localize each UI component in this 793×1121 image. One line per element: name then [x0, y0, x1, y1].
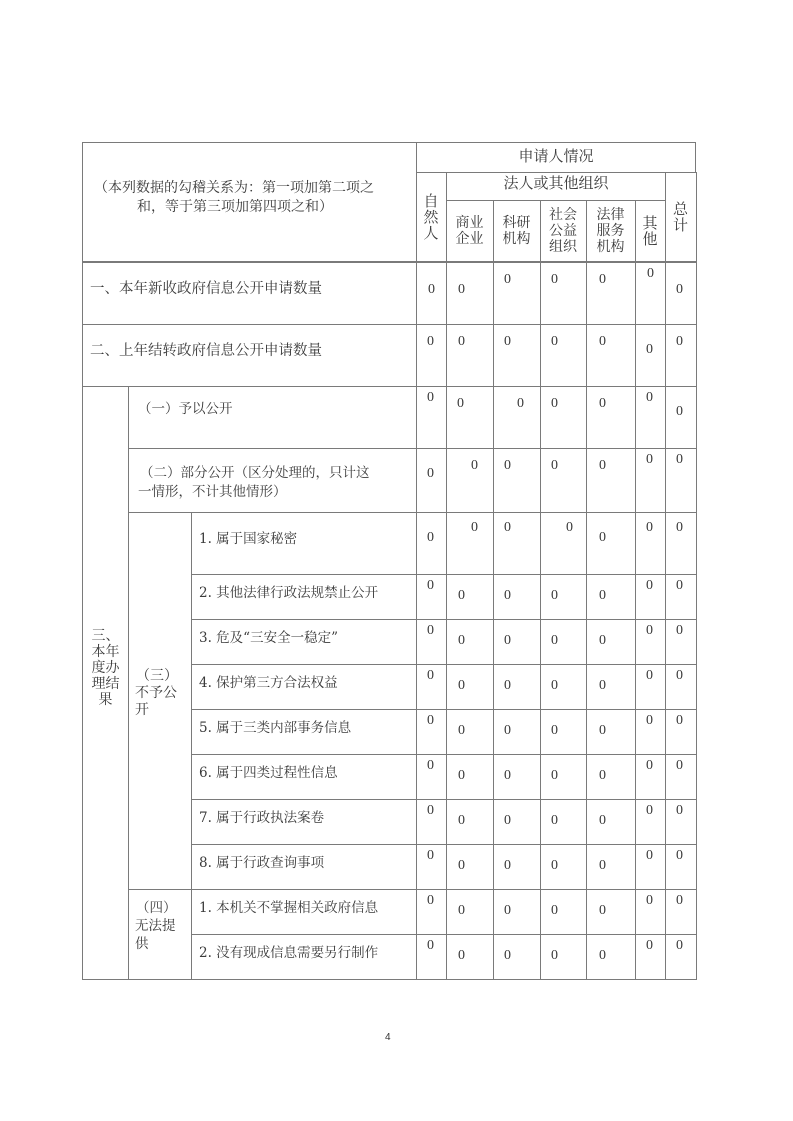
- note-line-2: 和，等于第三项加第四项之和）: [137, 199, 333, 215]
- value: 0: [458, 723, 465, 738]
- value-cell: [586, 889, 636, 935]
- row-label: 1. 属于国家秘密: [199, 531, 298, 547]
- value-cell: [540, 664, 587, 710]
- group-4-label: （四）: [136, 900, 177, 916]
- value: 0: [504, 272, 511, 287]
- value: 0: [676, 520, 683, 535]
- row-label: 6. 属于四类过程性信息: [199, 765, 338, 781]
- value: 0: [646, 452, 653, 467]
- value-cell: [586, 386, 636, 449]
- column-header-label: 社会: [549, 207, 577, 223]
- value-cell: [493, 709, 541, 755]
- value: 0: [458, 768, 465, 783]
- value: 0: [551, 588, 558, 603]
- value: 0: [599, 334, 606, 349]
- value-cell: [493, 619, 541, 665]
- row-label: 二、上年结转政府信息公开申请数量: [90, 343, 322, 359]
- value: 0: [551, 334, 558, 349]
- value-cell: [446, 448, 494, 513]
- value: 0: [551, 858, 558, 873]
- value: 0: [504, 678, 511, 693]
- row-label: 7. 属于行政执法案卷: [199, 810, 325, 826]
- value: 0: [427, 530, 434, 545]
- row-label: 一情形，不计其他情形）: [138, 484, 287, 500]
- value: 0: [504, 858, 511, 873]
- value: 0: [427, 668, 434, 683]
- value: 0: [599, 458, 606, 473]
- value: 0: [551, 272, 558, 287]
- value: 0: [599, 858, 606, 873]
- value: 0: [504, 948, 511, 963]
- value: 0: [676, 848, 683, 863]
- row-label: （一）予以公开: [138, 401, 233, 417]
- column-header-label: 科研: [502, 215, 531, 231]
- value-cell: [493, 934, 541, 980]
- note-line-1: （本列数据的勾稽关系为：第一项加第二项之: [94, 180, 374, 196]
- value: 0: [646, 938, 653, 953]
- value: 0: [551, 768, 558, 783]
- value: 0: [676, 578, 683, 593]
- value-cell: [493, 512, 541, 575]
- section-3-label: 度办: [91, 660, 120, 676]
- value: 0: [517, 396, 524, 411]
- value: 0: [427, 713, 434, 728]
- value-cell: [540, 754, 587, 800]
- value: 0: [646, 848, 653, 863]
- value: 0: [427, 623, 434, 638]
- value-cell: [586, 754, 636, 800]
- column-header-label: 人: [423, 224, 439, 242]
- row-label: 5. 属于三类内部事务信息: [199, 720, 352, 736]
- value: 0: [676, 282, 683, 297]
- value-cell: [540, 574, 587, 620]
- value: 0: [551, 633, 558, 648]
- column-header-label: 其: [642, 214, 658, 232]
- value: 0: [676, 893, 683, 908]
- value: 0: [504, 813, 511, 828]
- value-cell: [493, 844, 541, 890]
- value-cell: [586, 664, 636, 710]
- value: 0: [458, 858, 465, 873]
- section-3-label: 三、: [91, 628, 120, 644]
- value: 0: [646, 893, 653, 908]
- legal-group-header: 法人或其他组织: [503, 174, 609, 192]
- value: 0: [676, 758, 683, 773]
- row-label: （二）部分公开（区分处理的，只计这: [140, 465, 370, 481]
- value: 0: [646, 713, 653, 728]
- value-cell: [540, 324, 587, 387]
- group-3-label: （三）: [136, 668, 178, 684]
- value-cell: [446, 799, 494, 845]
- column-header-label: 自: [423, 192, 439, 210]
- value-cell: [540, 448, 587, 513]
- value: 0: [458, 948, 465, 963]
- value-cell: [540, 799, 587, 845]
- value: 0: [427, 893, 434, 908]
- value: 0: [458, 903, 465, 918]
- value: 0: [504, 588, 511, 603]
- row-label: 1. 本机关不掌握相关政府信息: [199, 900, 379, 916]
- value-cell: [586, 799, 636, 845]
- value: 0: [599, 813, 606, 828]
- value-cell: [586, 448, 636, 513]
- value: 0: [427, 334, 434, 349]
- value: 0: [599, 530, 606, 545]
- value-cell: [540, 512, 587, 575]
- value-cell: [446, 709, 494, 755]
- column-header-label: 服务: [596, 223, 625, 239]
- value-cell: [540, 386, 587, 449]
- value: 0: [646, 623, 653, 638]
- value: 0: [458, 334, 465, 349]
- row-label: 4. 保护第三方合法权益: [199, 675, 338, 691]
- value-cell: [586, 512, 636, 575]
- value-cell: [446, 574, 494, 620]
- value: 0: [504, 723, 511, 738]
- column-header-label: 然: [423, 208, 439, 226]
- value-cell: [586, 844, 636, 890]
- group-4-label: 供: [135, 936, 149, 952]
- value-cell: [446, 754, 494, 800]
- column-header-label: 商业: [455, 215, 484, 231]
- column-header-label: 企业: [455, 231, 484, 247]
- row-label: 8. 属于行政查询事项: [199, 855, 325, 871]
- row-label: 2. 其他法律行政法规禁止公开: [199, 585, 379, 601]
- value: 0: [471, 458, 478, 473]
- row-label: 3. 危及“三安全一稳定”: [199, 630, 338, 646]
- value-cell: [446, 619, 494, 665]
- value: 0: [427, 758, 434, 773]
- value: 0: [646, 520, 653, 535]
- value-cell: [446, 934, 494, 980]
- value-cell: [446, 512, 494, 575]
- value-cell: [446, 262, 494, 325]
- row-label: 2. 没有现成信息需要另行制作: [199, 945, 379, 961]
- value: 0: [551, 723, 558, 738]
- value: 0: [427, 390, 434, 405]
- value: 0: [504, 768, 511, 783]
- section-3-label: 果: [98, 692, 113, 708]
- value: 0: [428, 282, 435, 297]
- column-header-label: 公益: [549, 223, 577, 239]
- value-cell: [540, 619, 587, 665]
- value-cell: [493, 754, 541, 800]
- row-label: 一、本年新收政府信息公开申请数量: [90, 281, 322, 297]
- value-cell: [540, 889, 587, 935]
- value: 0: [504, 633, 511, 648]
- value-cell: [446, 889, 494, 935]
- value: 0: [676, 803, 683, 818]
- value: 0: [427, 466, 434, 481]
- value: 0: [504, 334, 511, 349]
- value: 0: [458, 633, 465, 648]
- column-header-label: 法律: [596, 207, 625, 223]
- value: 0: [599, 633, 606, 648]
- value: 0: [551, 948, 558, 963]
- value: 0: [427, 938, 434, 953]
- value-cell: [586, 262, 636, 325]
- value-cell: [586, 574, 636, 620]
- value-cell: [446, 664, 494, 710]
- value: 0: [551, 396, 558, 411]
- value-cell: [493, 799, 541, 845]
- column-header-label: 机构: [596, 239, 625, 255]
- value-cell: [493, 574, 541, 620]
- value: 0: [676, 623, 683, 638]
- value: 0: [599, 948, 606, 963]
- value: 0: [599, 272, 606, 287]
- value: 0: [646, 390, 653, 405]
- value-cell: [586, 619, 636, 665]
- column-header-label: 组织: [549, 239, 577, 255]
- value: 0: [646, 758, 653, 773]
- value: 0: [551, 678, 558, 693]
- value-cell: [540, 844, 587, 890]
- value: 0: [599, 588, 606, 603]
- applicant-header: 申请人情况: [518, 147, 594, 165]
- value-cell: [446, 324, 494, 387]
- value: 0: [427, 803, 434, 818]
- section-3-label: 本年: [91, 644, 120, 660]
- value: 0: [646, 342, 653, 357]
- value: 0: [646, 578, 653, 593]
- value: 0: [427, 848, 434, 863]
- value: 0: [458, 588, 465, 603]
- value: 0: [676, 334, 683, 349]
- value-cell: [586, 709, 636, 755]
- value: 0: [427, 578, 434, 593]
- group-3-label: 不予公: [135, 685, 177, 701]
- value: 0: [599, 396, 606, 411]
- value: 0: [458, 282, 465, 297]
- value-cell: [586, 934, 636, 980]
- value: 0: [504, 458, 511, 473]
- column-header-label: 计: [672, 216, 688, 234]
- value: 0: [599, 768, 606, 783]
- value-cell: [540, 262, 587, 325]
- value: 0: [647, 266, 654, 281]
- value: 0: [551, 903, 558, 918]
- value: 0: [458, 813, 465, 828]
- value: 0: [504, 520, 511, 535]
- value: 0: [676, 452, 683, 467]
- value: 0: [471, 520, 478, 535]
- value-cell: [540, 934, 587, 980]
- value: 0: [551, 813, 558, 828]
- column-header-label: 机构: [502, 231, 531, 247]
- value-cell: [493, 889, 541, 935]
- column-header-label: 总: [672, 200, 688, 218]
- value: 0: [458, 678, 465, 693]
- value: 0: [676, 938, 683, 953]
- value: 0: [646, 668, 653, 683]
- value: 0: [676, 713, 683, 728]
- column-header-label: 他: [642, 230, 658, 248]
- value: 0: [676, 668, 683, 683]
- section-3-label: 理结: [91, 676, 120, 692]
- value: 0: [599, 903, 606, 918]
- value-cell: [493, 324, 541, 387]
- value: 0: [676, 404, 683, 419]
- value-cell: [446, 386, 494, 449]
- value: 0: [646, 803, 653, 818]
- group-4-label: 无法提: [135, 918, 176, 934]
- value-cell: [493, 262, 541, 325]
- group-3-label: 开: [135, 702, 149, 718]
- value-cell: [493, 448, 541, 513]
- value-cell: [446, 844, 494, 890]
- value-cell: [586, 324, 636, 387]
- value-cell: [540, 709, 587, 755]
- value: 0: [599, 678, 606, 693]
- value: 0: [599, 723, 606, 738]
- value: 0: [504, 903, 511, 918]
- value: 0: [457, 396, 464, 411]
- value: 0: [566, 520, 573, 535]
- value: 0: [551, 458, 558, 473]
- page-number: 4: [385, 1032, 391, 1043]
- value-cell: [493, 664, 541, 710]
